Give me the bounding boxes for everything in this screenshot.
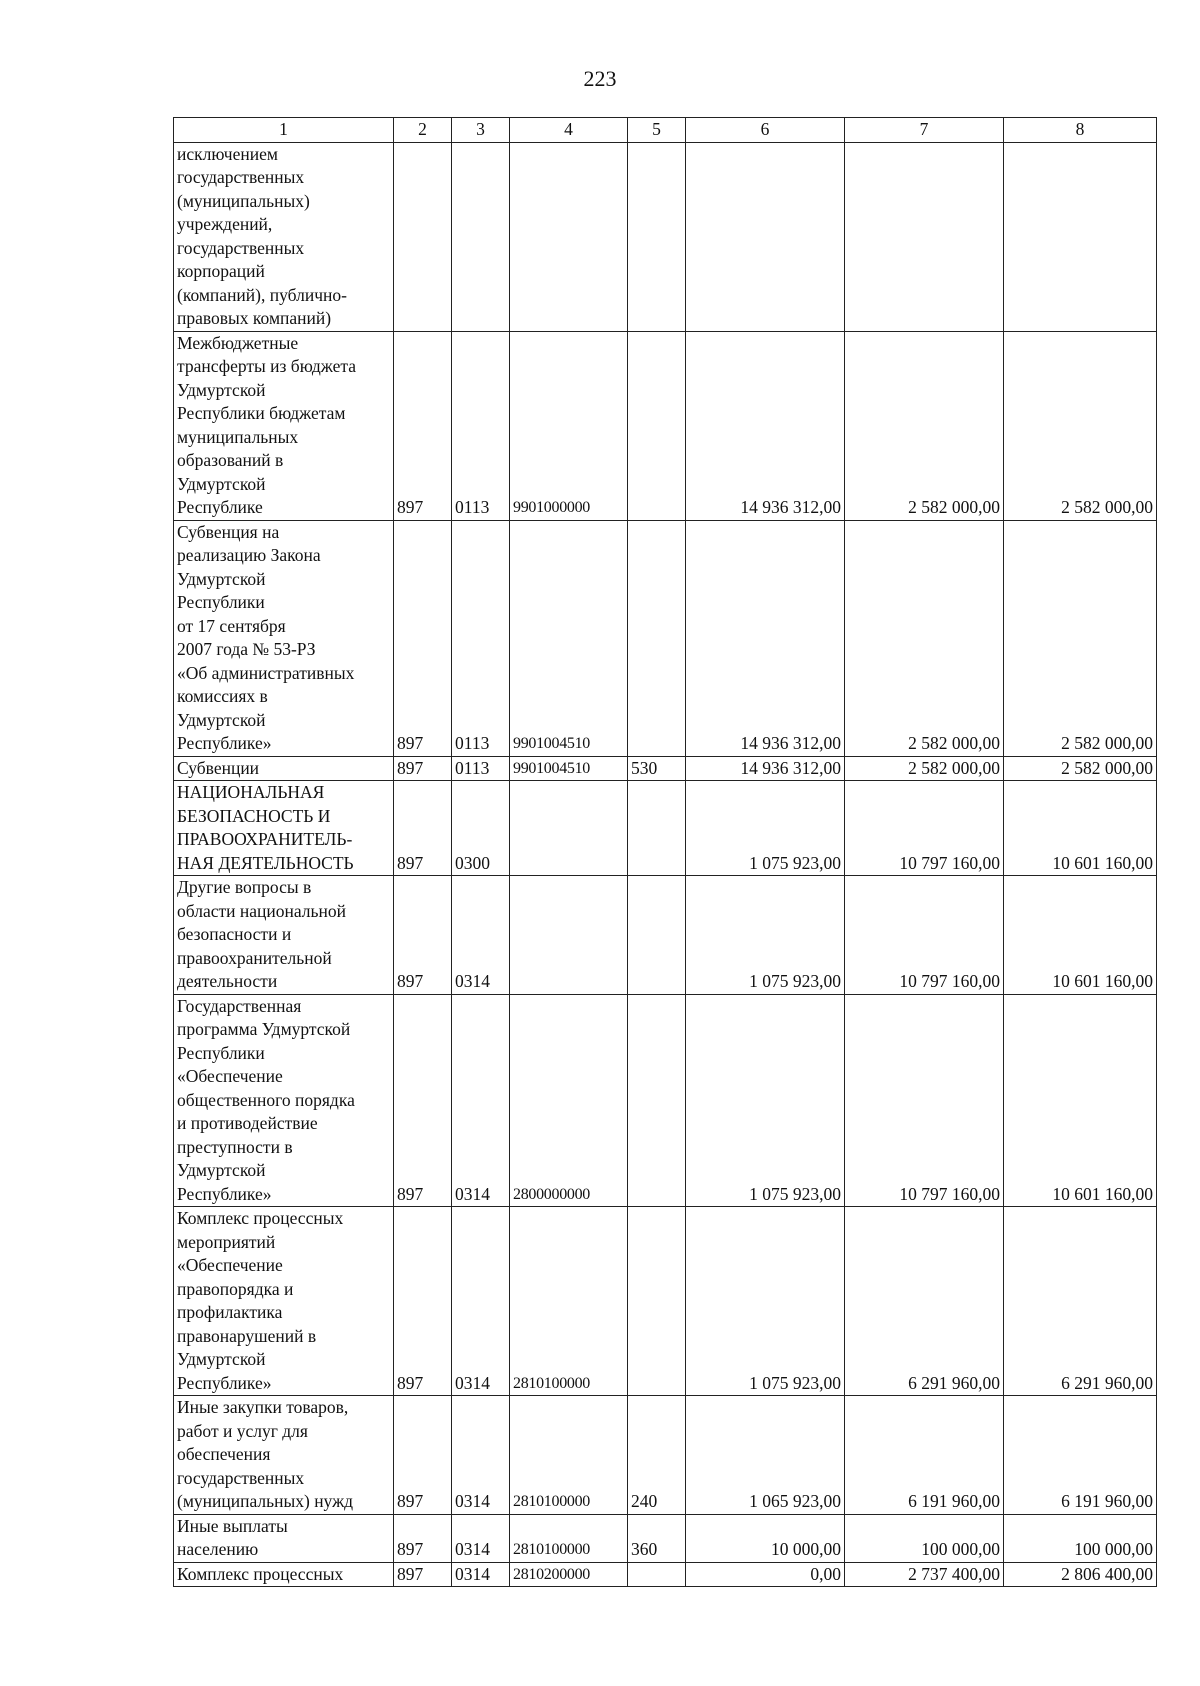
cell-col8: 100 000,00 [1004, 1514, 1157, 1562]
cell-col8: 2 582 000,00 [1004, 331, 1157, 520]
cell-col8: 10 601 160,00 [1004, 876, 1157, 995]
cell-col5 [628, 142, 686, 331]
cell-col2: 897 [394, 1396, 452, 1515]
cell-col5: 360 [628, 1514, 686, 1562]
table-row [174, 1514, 1157, 1562]
header-cell: 6 [686, 118, 845, 143]
cell-col3: 0314 [452, 994, 510, 1207]
table-row [174, 520, 1157, 756]
cell-col3 [452, 142, 510, 331]
table-row [174, 1207, 1157, 1396]
cell-col3: 0314 [452, 1207, 510, 1396]
cell-col6: 0,00 [686, 1562, 845, 1587]
table-row [174, 994, 1157, 1207]
table-row [174, 1396, 1157, 1515]
cell-col7: 10 797 160,00 [845, 994, 1004, 1207]
cell-col7: 6 191 960,00 [845, 1396, 1004, 1515]
cell-col4: 2810200000 [510, 1562, 628, 1587]
table-header-row [174, 118, 1157, 143]
header-cell: 4 [510, 118, 628, 143]
cell-col2: 897 [394, 756, 452, 781]
cell-col2: 897 [394, 876, 452, 995]
row-name: Другие вопросы в области национальной безопасности и правоохранительной деятельности [174, 876, 394, 995]
cell-col2: 897 [394, 520, 452, 756]
cell-col5 [628, 1207, 686, 1396]
cell-col4: 9901004510 [510, 520, 628, 756]
cell-col8 [1004, 142, 1157, 331]
cell-col2: 897 [394, 994, 452, 1207]
cell-col7: 10 797 160,00 [845, 781, 1004, 876]
cell-col3: 0314 [452, 1514, 510, 1562]
row-name: Субвенции [174, 756, 394, 781]
cell-col5: 530 [628, 756, 686, 781]
cell-col7: 2 582 000,00 [845, 756, 1004, 781]
cell-col8: 6 291 960,00 [1004, 1207, 1157, 1396]
table-row [174, 781, 1157, 876]
cell-col2 [394, 142, 452, 331]
cell-col4: 9901000000 [510, 331, 628, 520]
cell-col7: 10 797 160,00 [845, 876, 1004, 995]
cell-col5 [628, 1562, 686, 1587]
cell-col7 [845, 142, 1004, 331]
cell-col3: 0113 [452, 756, 510, 781]
cell-col8: 2 806 400,00 [1004, 1562, 1157, 1587]
cell-col6: 14 936 312,00 [686, 520, 845, 756]
cell-col6: 1 075 923,00 [686, 1207, 845, 1396]
cell-col2: 897 [394, 1207, 452, 1396]
cell-col6: 14 936 312,00 [686, 756, 845, 781]
header-cell: 7 [845, 118, 1004, 143]
cell-col2: 897 [394, 1514, 452, 1562]
cell-col4 [510, 876, 628, 995]
header-cell: 2 [394, 118, 452, 143]
cell-col8: 10 601 160,00 [1004, 994, 1157, 1207]
cell-col4: 2800000000 [510, 994, 628, 1207]
cell-col8: 10 601 160,00 [1004, 781, 1157, 876]
table-row [174, 331, 1157, 520]
cell-col2: 897 [394, 1562, 452, 1587]
row-name: НАЦИОНАЛЬНАЯ БЕЗОПАСНОСТЬ И ПРАВООХРАНИТЕЛЬ- НАЯ ДЕЯТЕЛЬНОСТЬ [174, 781, 394, 876]
row-name: Комплекс процессных мероприятий «Обеспечение правопорядка и профилактика правонарушений в Удмуртской Республике» [174, 1207, 394, 1396]
cell-col2: 897 [394, 781, 452, 876]
cell-col4: 2810100000 [510, 1396, 628, 1515]
cell-col6: 10 000,00 [686, 1514, 845, 1562]
row-name: Иные закупки товаров, работ и услуг для обеспечения государственных (муниципальных) нужд [174, 1396, 394, 1515]
cell-col5 [628, 781, 686, 876]
budget-table [173, 117, 1157, 1587]
table-row [174, 876, 1157, 995]
cell-col6: 1 065 923,00 [686, 1396, 845, 1515]
cell-col5 [628, 994, 686, 1207]
cell-col3: 0314 [452, 1562, 510, 1587]
cell-col3: 0314 [452, 876, 510, 995]
row-name: Государственная программа Удмуртской Республики «Обеспечение общественного порядка и противодействие преступности в Удмуртской Республике» [174, 994, 394, 1207]
row-name: Межбюджетные трансферты из бюджета Удмуртской Республики бюджетам муниципальных образований в Удмуртской Республике [174, 331, 394, 520]
cell-col7: 100 000,00 [845, 1514, 1004, 1562]
cell-col8: 6 191 960,00 [1004, 1396, 1157, 1515]
cell-col7: 6 291 960,00 [845, 1207, 1004, 1396]
row-name: Субвенция на реализацию Закона Удмуртской Республики от 17 сентября 2007 года № 53-РЗ «Об административных комиссиях в Удмуртской Республике» [174, 520, 394, 756]
header-cell: 1 [174, 118, 394, 143]
cell-col4 [510, 781, 628, 876]
cell-col6 [686, 142, 845, 331]
cell-col5 [628, 520, 686, 756]
cell-col5 [628, 876, 686, 995]
cell-col6: 1 075 923,00 [686, 876, 845, 995]
cell-col6: 1 075 923,00 [686, 994, 845, 1207]
table-row [174, 142, 1157, 331]
cell-col7: 2 582 000,00 [845, 520, 1004, 756]
cell-col3: 0113 [452, 520, 510, 756]
row-name: Иные выплаты населению [174, 1514, 394, 1562]
cell-col3: 0314 [452, 1396, 510, 1515]
header-cell: 8 [1004, 118, 1157, 143]
row-name: исключением государственных (муниципальных) учреждений, государственных корпораций (компаний), публично- правовых компаний) [174, 142, 394, 331]
cell-col4 [510, 142, 628, 331]
cell-col8: 2 582 000,00 [1004, 756, 1157, 781]
cell-col4: 2810100000 [510, 1207, 628, 1396]
row-name: Комплекс процессных [174, 1562, 394, 1587]
table-row [174, 1562, 1157, 1587]
cell-col5 [628, 331, 686, 520]
cell-col6: 1 075 923,00 [686, 781, 845, 876]
cell-col7: 2 737 400,00 [845, 1562, 1004, 1587]
page-number: 223 [583, 66, 617, 91]
table-row [174, 756, 1157, 781]
cell-col2: 897 [394, 331, 452, 520]
cell-col4: 2810100000 [510, 1514, 628, 1562]
cell-col3: 0113 [452, 331, 510, 520]
header-cell: 5 [628, 118, 686, 143]
header-cell: 3 [452, 118, 510, 143]
cell-col5: 240 [628, 1396, 686, 1515]
cell-col8: 2 582 000,00 [1004, 520, 1157, 756]
cell-col4: 9901004510 [510, 756, 628, 781]
cell-col3: 0300 [452, 781, 510, 876]
cell-col7: 2 582 000,00 [845, 331, 1004, 520]
cell-col6: 14 936 312,00 [686, 331, 845, 520]
